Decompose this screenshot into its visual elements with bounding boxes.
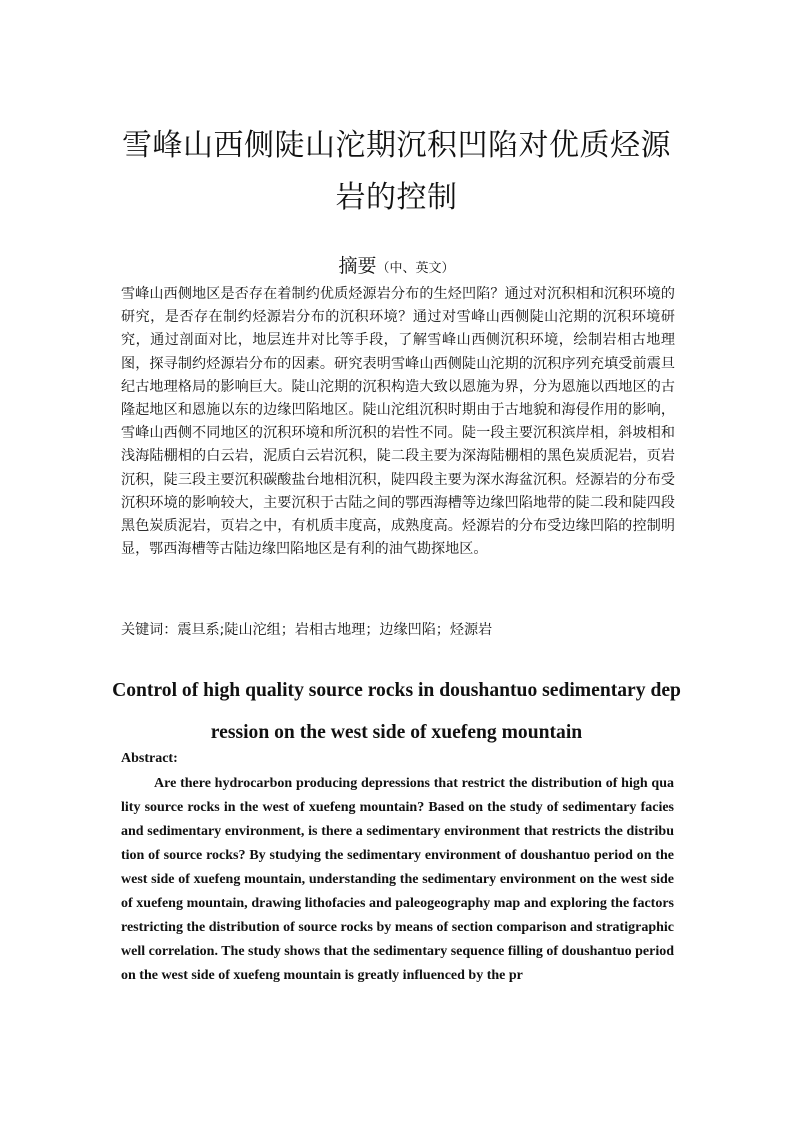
abstract-heading-note: （中、英文）: [376, 261, 455, 276]
chinese-title-line-2: 岩的控制: [335, 180, 458, 215]
english-title-line-1: Control of high quality source rocks in doushantuo sediment: [112, 680, 618, 701]
english-title: [110, 670, 683, 754]
english-abstract-body: Are there hydrocarbon producing depressions that restrict the distribution of high quality source rocks in the west of xuefeng mountain? Based on the study of sedimentary facies and sedimentary environment, is there a sedimentary environment that restricts the distribution of source rocks? By studying the sedimentary environment of doushantuo period on the west side of xuefeng mountain, understanding the sedimentary environment on the west side of xuefeng mountain, drawing lithofacies and paleogeography map and exploring the factors restricting the distribution of source rocks by means of section comparison and stratigraphic well correlation. The study shows that the sedimentary sequence filling of doushantuo period on the west side of xuefeng mountain is greatly influenced by the pr: [121, 775, 674, 984]
keywords-list: 震旦系;陡山沱组；岩相古地理；边缘凹陷；烃源岩: [177, 622, 493, 638]
keywords-label: 关键词：: [121, 622, 178, 638]
chinese-title-line-1: 雪峰山西侧陡山沱期沉积凹陷对优质烃源: [122, 128, 671, 163]
chinese-abstract-heading: [0, 250, 793, 278]
english-abstract-label: Abstract:: [121, 751, 178, 766]
abstract-heading-label: 摘要: [338, 255, 377, 277]
english-title-line-2: ary depression on the west side of xuefeng mountain: [210, 680, 681, 743]
chinese-title: [100, 120, 693, 224]
chinese-keywords: [121, 619, 675, 642]
chinese-abstract-body: 雪峰山西侧地区是否存在着制约优质烃源岩分布的生烃凹陷？通过对沉积相和沉积环境的研究，是否存在制约烃源岩分布的沉积环境？通过对雪峰山西侧陡山沱期的沉积环境研究，通过剖面对比，地层连井对比等手段，了解雪峰山西侧沉积环境，绘制岩相古地理图，探寻制约烃源岩分布的因素。研究表明雪峰山西侧陡山沱期的沉积序列充填受前震旦纪古地理格局的影响巨大。陡山沱期的沉积构造大致以恩施为界，分为恩施以西地区的古隆起地区和恩施以东的边缘凹陷地区。陡山沱组沉积时期由于古地貌和海侵作用的影响，雪峰山西侧不同地区的沉积环境和所沉积的岩性不同。陡一段主要沉积滨岸相，斜坡相和浅海陆棚相的白云岩，泥质白云岩沉积，陡二段主要为深海陆棚相的黑色炭质泥岩，页岩沉积，陡三段主要沉积碳酸盐台地相沉积，陡四段主要为深水海盆沉积。烃源岩的分布受沉积环境的影响较大，主要沉积于古陆之间的鄂西海槽等边缘凹陷地带的陡二段和陡四段黑色炭质泥岩，页岩之中，有机质丰度高，成熟度高。烃源岩的分布受边缘凹陷的控制明显，鄂西海槽等古陆边缘凹陷地区是有利的油气勘探地区。: [121, 286, 675, 558]
